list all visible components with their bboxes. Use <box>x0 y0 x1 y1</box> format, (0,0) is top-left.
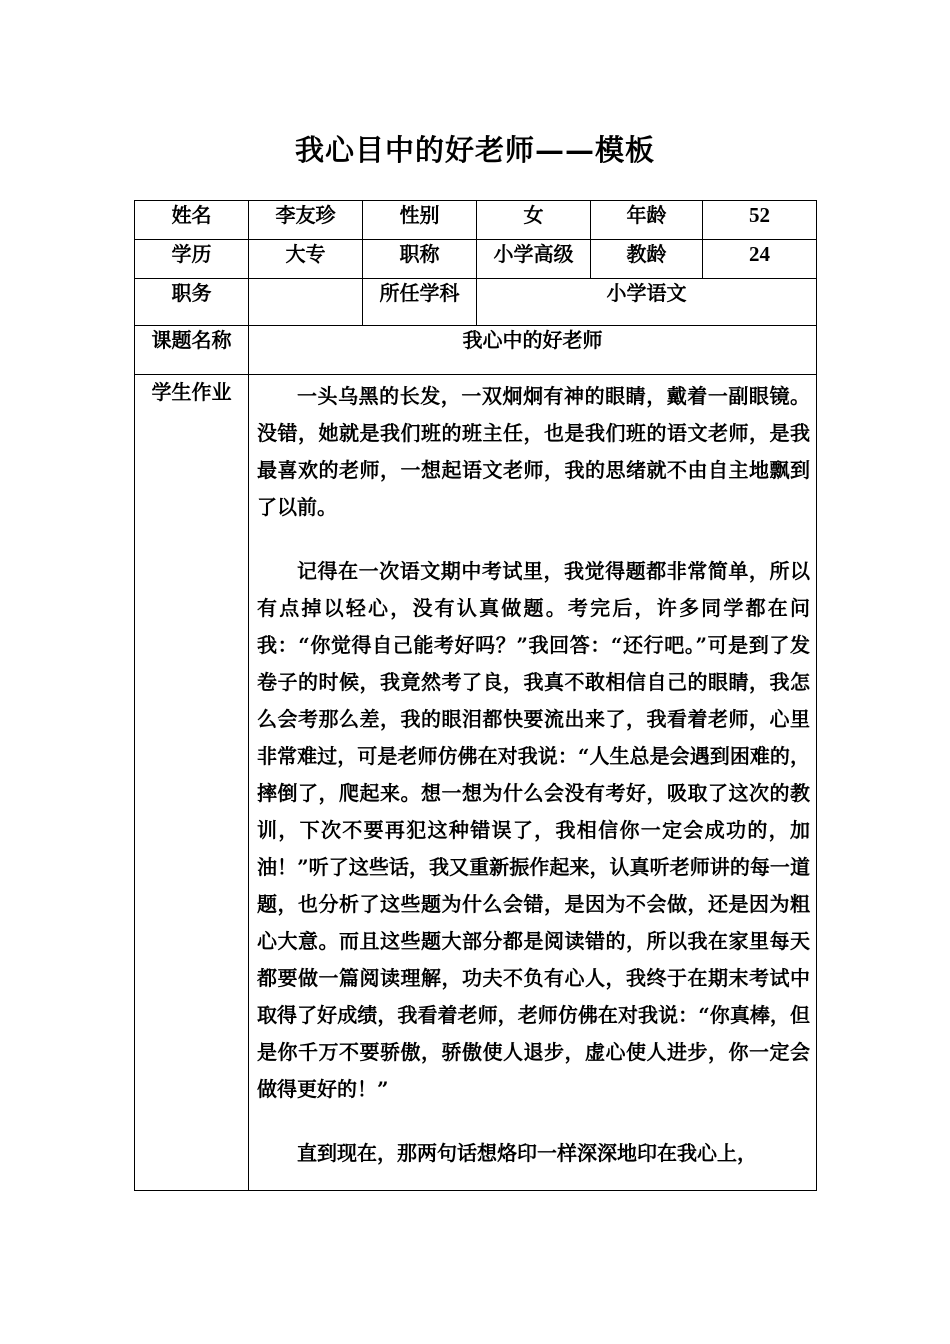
topic-value: 我心中的好老师 <box>249 326 817 375</box>
teaching-years-label: 教龄 <box>591 240 703 279</box>
table-row <box>135 375 817 1191</box>
gender-value: 女 <box>477 201 591 240</box>
subject-value: 小学语文 <box>477 279 817 326</box>
essay-paragraph: 记得在一次语文期中考试里，我觉得题都非常简单，所以有点掉以轻心，没有认真做题。考完后，许多同学都在问我：“你觉得自己能考好吗？”我回答：“还行吧。”可是到了发卷子的时候，我竟然考了良，我真不敢相信自己的眼睛，我怎么会考那么差，我的眼泪都快要流出来了，我看着老师，心里非常难过，可是老师仿佛在对我说：“人生总是会遇到困难的，摔倒了，爬起来。想一想为什么会没有考好，吸取了这次的教训，下次不要再犯这种错误了，我相信你一定会成功的，加油！”听了这些话，我又重新振作起来，认真听老师讲的每一道题，也分析了这些题为什么会错，是因为不会做，还是因为粗心大意。而且这些题大部分都是阅读错的，所以我在家里每天都要做一篇阅读理解，功夫不负有心人，我终于在期末考试中取得了好成绩，我看着老师，老师仿佛在对我说：“你真棒，但是你千万不要骄傲，骄傲使人退步，虚心使人进步，你一定会做得更好的！” <box>257 559 810 1101</box>
subject-label: 所任学科 <box>363 279 477 326</box>
table-row <box>135 201 817 240</box>
homework-label: 学生作业 <box>135 375 249 1191</box>
position-value <box>249 279 363 326</box>
essay-paragraph: 一头乌黑的长发，一双炯炯有神的眼睛，戴着一副眼镜。没错，她就是我们班的班主任，也是我们班的语文老师，是我最喜欢的老师，一想起语文老师，我的思绪就不由自主地飘到了以前。 <box>257 384 810 519</box>
homework-essay <box>249 375 817 1191</box>
name-value: 李友珍 <box>249 201 363 240</box>
table-row <box>135 326 817 375</box>
essay-paragraph: 直到现在，那两句话想烙印一样深深地印在我心上， <box>297 1141 757 1165</box>
name-label: 姓名 <box>135 201 249 240</box>
age-label: 年龄 <box>591 201 703 240</box>
topic-label: 课题名称 <box>135 326 249 375</box>
rank-label: 职称 <box>363 240 477 279</box>
teacher-info-table <box>134 200 817 1191</box>
rank-value: 小学高级 <box>477 240 591 279</box>
age-value: 52 <box>703 201 817 240</box>
education-label: 学历 <box>135 240 249 279</box>
gender-label: 性别 <box>363 201 477 240</box>
table-row <box>135 279 817 326</box>
page-title: 我心目中的好老师——模板 <box>294 133 655 167</box>
position-label: 职务 <box>135 279 249 326</box>
teaching-years-value: 24 <box>703 240 817 279</box>
table-row <box>135 240 817 279</box>
education-value: 大专 <box>249 240 363 279</box>
